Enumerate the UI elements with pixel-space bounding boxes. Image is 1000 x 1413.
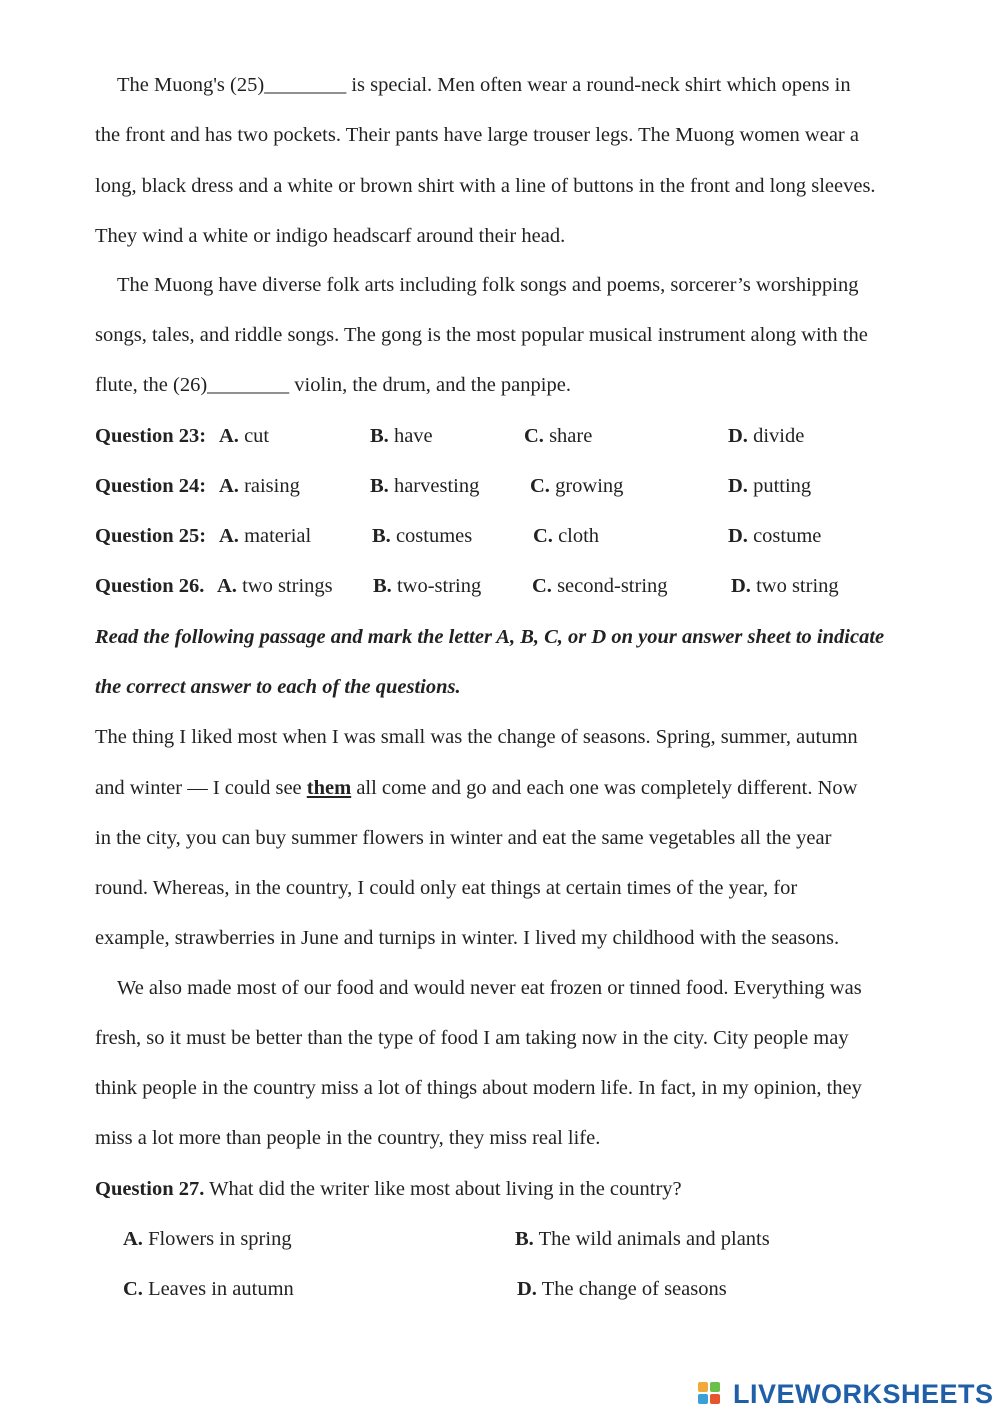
blank-26: ________ [207,374,290,396]
option-a[interactable]: A. raising [219,475,300,497]
passage1-line: flute, the (26)________ violin, the drum, and the panpipe. [95,374,571,396]
underlined-word-them: them [306,777,352,799]
option-d[interactable]: D. divide [728,425,805,447]
passage2-line: We also made most of our food and would never eat frozen or tinned food. Everything was [117,977,862,999]
option-d[interactable]: D. two string [731,575,839,597]
logo-blocks-icon [697,1379,731,1409]
option-c[interactable]: C. Leaves in autumn [123,1278,294,1300]
instruction-line: Read the following passage and mark the letter A, B, C, or D on your answer sheet to indicate [95,626,885,648]
option-a[interactable]: A. two strings [217,575,333,597]
option-d[interactable]: D. putting [728,475,812,497]
option-c[interactable]: C. share [524,425,593,447]
passage1-line: the front and has two pockets. Their pants have large trouser legs. The Muong women wear a [95,124,859,146]
passage2-line: example, strawberries in June and turnips in winter. I lived my childhood with the seasons. [95,927,840,949]
option-b[interactable]: B. harvesting [370,475,480,497]
option-b[interactable]: B. The wild animals and plants [515,1228,770,1250]
question-label: Question 24: [95,475,207,497]
passage2-line: think people in the country miss a lot of things about modern life. In fact, in my opinion, they [95,1077,862,1099]
question-label: Question 27. [95,1178,205,1200]
question-text: What did the writer like most about living in the country? [204,1178,682,1200]
passage2-line: The thing I liked most when I was small was the change of seasons. Spring, summer, autumn [95,726,858,748]
option-c[interactable]: C. growing [530,475,624,497]
question-27 [95,1177,682,1201]
liveworksheets-logo [697,1376,994,1412]
instruction-line: the correct answer to each of the questions. [95,676,461,698]
passage1-line: They wind a white or indigo headscarf around their head. [95,225,566,247]
passage1-line: songs, tales, and riddle songs. The gong is the most popular musical instrument along with the [95,324,868,346]
option-c[interactable]: C. cloth [533,525,600,547]
option-b[interactable]: B. costumes [372,525,473,547]
passage1-line: The Muong have diverse folk arts including folk songs and poems, sorcerer’s worshipping [117,274,859,296]
option-a[interactable]: A. cut [219,425,270,447]
passage1-line: The Muong's (25)________ is special. Men often wear a round-neck shirt which opens in [117,74,851,96]
passage2-line: round. Whereas, in the country, I could only eat things at certain times of the year, for [95,877,798,899]
option-d[interactable]: D. costume [728,525,822,547]
passage2-line: in the city, you can buy summer flowers in winter and eat the same vegetables all the year [95,827,832,849]
option-c[interactable]: C. second-string [532,575,668,597]
passage2-line: and winter — I could see them all come and go and each one was completely different. Now [95,777,858,799]
option-a[interactable]: A. Flowers in spring [123,1228,292,1250]
question-label: Question 25: [95,525,207,547]
passage2-line: miss a lot more than people in the country, they miss real life. [95,1127,601,1149]
logo-text: LIVEWORKSHEETS [733,1378,994,1409]
passage1-line: long, black dress and a white or brown shirt with a line of buttons in the front and long sleeves. [95,175,876,197]
blank-25: ________ [264,74,347,96]
question-label: Question 23: [95,425,207,447]
option-d[interactable]: D. The change of seasons [517,1278,727,1300]
option-b[interactable]: B. two-string [373,575,482,597]
question-label: Question 26. [95,575,205,597]
option-a[interactable]: A. material [219,525,312,547]
option-b[interactable]: B. have [370,425,433,447]
passage2-line: fresh, so it must be better than the type of food I am taking now in the city. City people may [95,1027,849,1049]
